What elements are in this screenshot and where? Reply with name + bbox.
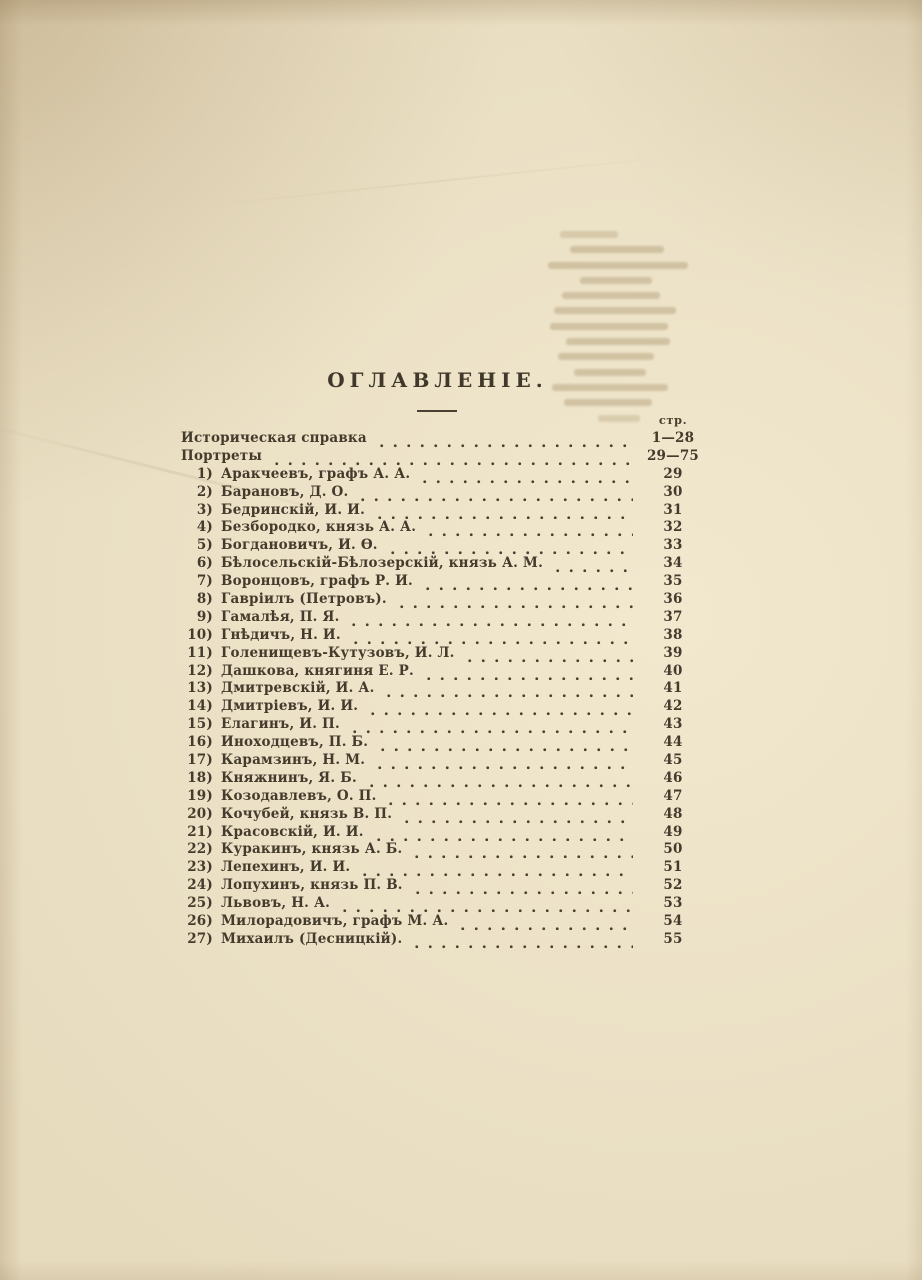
toc-entry-row (181, 895, 705, 913)
dot-leader (363, 770, 633, 788)
toc-entry-row (181, 680, 705, 698)
entry-page-number: 47 (663, 787, 683, 804)
entry-number: 11) (187, 644, 213, 661)
entry-title: Богдановичъ, И. Ѳ. (221, 537, 378, 554)
bleed-through-line (558, 353, 654, 360)
toc-entry-row (181, 841, 705, 859)
entry-page-number: 42 (663, 698, 683, 715)
entry-page-number: 32 (663, 519, 683, 536)
entry-number: 27) (187, 930, 213, 947)
entry-number: 2) (196, 483, 213, 500)
dot-leader (398, 806, 633, 824)
toc-entry-row (181, 859, 705, 877)
dot-leader (408, 841, 633, 859)
dot-leader (380, 680, 633, 698)
entry-title: Куракинъ, князь А. Б. (221, 841, 403, 858)
dot-leader (420, 663, 633, 681)
paper-crease (181, 153, 698, 209)
entry-page-number: 50 (663, 841, 683, 858)
dot-leader (461, 645, 633, 663)
bleed-through-line (570, 246, 664, 253)
dot-leader (416, 466, 633, 484)
entry-page-number: 43 (663, 716, 683, 733)
entry-number: 23) (187, 859, 213, 876)
entry-title: Михаилъ (Десницкій). (221, 930, 403, 947)
dot-leader (354, 484, 633, 502)
toc-section-row (181, 448, 705, 466)
dot-leader (356, 859, 633, 877)
entry-title: Воронцовъ, графъ Р. И. (221, 573, 413, 590)
bleed-through-line (566, 338, 670, 345)
bleed-through-line (564, 399, 652, 406)
entry-number: 9) (196, 608, 213, 625)
entry-title: Красовскій, И. И. (221, 823, 364, 840)
entry-title: Гамалѣя, П. Я. (221, 608, 340, 625)
entry-page-number: 48 (663, 805, 683, 822)
entry-page-number: 46 (663, 769, 683, 786)
entry-number: 12) (187, 662, 213, 679)
toc-entry-row (181, 645, 705, 663)
toc-entry-row (181, 609, 705, 627)
entry-number: 16) (187, 734, 213, 751)
entry-number: 20) (187, 805, 213, 822)
toc-entry-row (181, 519, 705, 537)
bleed-through-line (554, 307, 676, 314)
toc-list (181, 430, 705, 949)
bleed-through-line (562, 292, 660, 299)
entry-title: Лепехинъ, И. И. (221, 859, 351, 876)
entry-page-number: 33 (663, 537, 683, 554)
toc-entry-row (181, 466, 705, 484)
bleed-through-line (560, 231, 618, 238)
entry-number: 24) (187, 877, 213, 894)
toc-entry-row (181, 698, 705, 716)
entry-number: 15) (187, 716, 213, 733)
entry-number: 13) (187, 680, 213, 697)
dot-leader (345, 609, 633, 627)
entry-title: Кочубей, князь В. П. (221, 805, 393, 822)
entry-number: 18) (187, 769, 213, 786)
bleed-through-line (598, 415, 640, 422)
toc-entry-row (181, 824, 705, 842)
dot-leader (347, 627, 633, 645)
dot-leader (268, 448, 633, 466)
toc-entry-row (181, 752, 705, 770)
toc-entry-row (181, 716, 705, 734)
entry-title: Дмитревскій, И. А. (221, 680, 375, 697)
entry-page-number: 1—28 (651, 430, 695, 446)
entry-number: 5) (196, 537, 213, 554)
toc-entry-row (181, 913, 705, 931)
entry-page-number: 34 (663, 555, 683, 572)
entry-title: Бѣлосельскій-Бѣлозерскій, князь А. М. (221, 555, 543, 572)
entry-page-number: 39 (663, 644, 683, 661)
entry-page-number: 29—75 (646, 447, 700, 464)
entry-number: 6) (196, 555, 213, 572)
entry-number: 17) (187, 752, 213, 769)
entry-title: Львовъ, Н. А. (221, 895, 331, 912)
entry-page-number: 54 (663, 913, 683, 930)
entry-page-number: 29 (663, 465, 683, 482)
entry-number: 10) (187, 626, 213, 643)
entry-page-number: 30 (663, 483, 683, 500)
entry-page-number: 45 (663, 752, 683, 769)
entry-page-number: 38 (663, 626, 683, 643)
bleed-through-line (548, 262, 688, 269)
entry-title: Елагинъ, И. П. (221, 716, 340, 733)
dot-leader (371, 752, 633, 770)
entry-number: 25) (187, 895, 213, 912)
entry-number: 8) (196, 591, 213, 608)
dot-leader (364, 698, 633, 716)
toc-entry-row (181, 484, 705, 502)
entry-number: 26) (187, 913, 213, 930)
entry-page-number: 44 (663, 734, 683, 751)
toc-entry-row (181, 877, 705, 895)
entry-number: 21) (187, 823, 213, 840)
toc-entry-row (181, 591, 705, 609)
entry-page-number: 49 (663, 823, 683, 840)
dot-leader (454, 913, 633, 931)
entry-number: 7) (196, 573, 213, 590)
toc-entry-row (181, 627, 705, 645)
page-title: ОГЛАВЛЕНІЕ. (327, 368, 548, 392)
entry-title: Козодавлевъ, О. П. (221, 787, 377, 804)
entry-title: Историческая справка (181, 430, 367, 446)
entry-page-number: 31 (663, 501, 683, 518)
entry-page-number: 37 (663, 608, 683, 625)
entry-page-number: 41 (663, 680, 683, 697)
entry-title: Дашкова, княгиня Е. Р. (221, 662, 414, 679)
entry-number: 4) (196, 519, 213, 536)
entry-page-number: 35 (663, 573, 683, 590)
dot-leader (408, 931, 633, 949)
bleed-through-line (580, 277, 652, 284)
toc-entry-row (181, 502, 705, 520)
entry-number: 22) (187, 841, 213, 858)
dot-leader (346, 716, 633, 734)
dot-leader (370, 824, 633, 842)
entry-page-number: 55 (663, 930, 683, 947)
entry-title: Портреты (181, 447, 263, 464)
dot-leader (336, 895, 633, 913)
dot-leader (422, 519, 633, 537)
dot-leader (409, 877, 633, 895)
dot-leader (382, 788, 633, 806)
entry-title: Аракчеевъ, графъ А. А. (221, 465, 411, 482)
dot-leader (373, 430, 633, 448)
entry-page-number: 36 (663, 591, 683, 608)
entry-page-number: 51 (663, 859, 683, 876)
entry-number: 19) (187, 787, 213, 804)
dot-leader (384, 537, 633, 555)
entry-number: 14) (187, 698, 213, 715)
entry-title: Иноходцевъ, П. Б. (221, 734, 369, 751)
toc-entry-row (181, 788, 705, 806)
dot-leader (419, 573, 633, 591)
toc-entry-row (181, 537, 705, 555)
entry-title: Барановъ, Д. О. (221, 483, 349, 500)
entry-title: Гавріилъ (Петровъ). (221, 591, 387, 608)
dot-leader (549, 555, 633, 573)
title-rule (417, 410, 457, 412)
page-column-header: стр. (658, 413, 688, 427)
entry-number: 1) (196, 465, 213, 482)
toc-entry-row (181, 734, 705, 752)
dot-leader (371, 502, 633, 520)
toc-entry-row (181, 555, 705, 573)
entry-title: Дмитріевъ, И. И. (221, 698, 359, 715)
bleed-through-line (550, 323, 668, 330)
entry-title: Княжнинъ, Я. Б. (221, 769, 357, 786)
entry-page-number: 52 (663, 877, 683, 894)
entry-title: Карамзинъ, Н. М. (221, 752, 366, 769)
entry-title: Милорадовичъ, графъ М. А. (221, 913, 449, 930)
entry-title: Бедринскій, И. И. (221, 501, 365, 518)
toc-entry-row (181, 806, 705, 824)
entry-title: Лопухинъ, князь П. В. (221, 877, 403, 894)
entry-title: Голенищевъ-Кутузовъ, И. Л. (221, 644, 455, 661)
toc-entry-row (181, 931, 705, 949)
entry-title: Безбородко, князь А. А. (221, 519, 417, 536)
bleed-through-text (540, 231, 710, 430)
toc-section-row (181, 430, 705, 448)
entry-page-number: 53 (663, 895, 683, 912)
toc-entry-row (181, 770, 705, 788)
entry-number: 3) (196, 501, 213, 518)
toc-entry-row (181, 663, 705, 681)
dot-leader (374, 734, 633, 752)
toc-entry-row (181, 573, 705, 591)
entry-title: Гнѣдичъ, Н. И. (221, 626, 341, 643)
entry-page-number: 40 (663, 662, 683, 679)
dot-leader (393, 591, 633, 609)
